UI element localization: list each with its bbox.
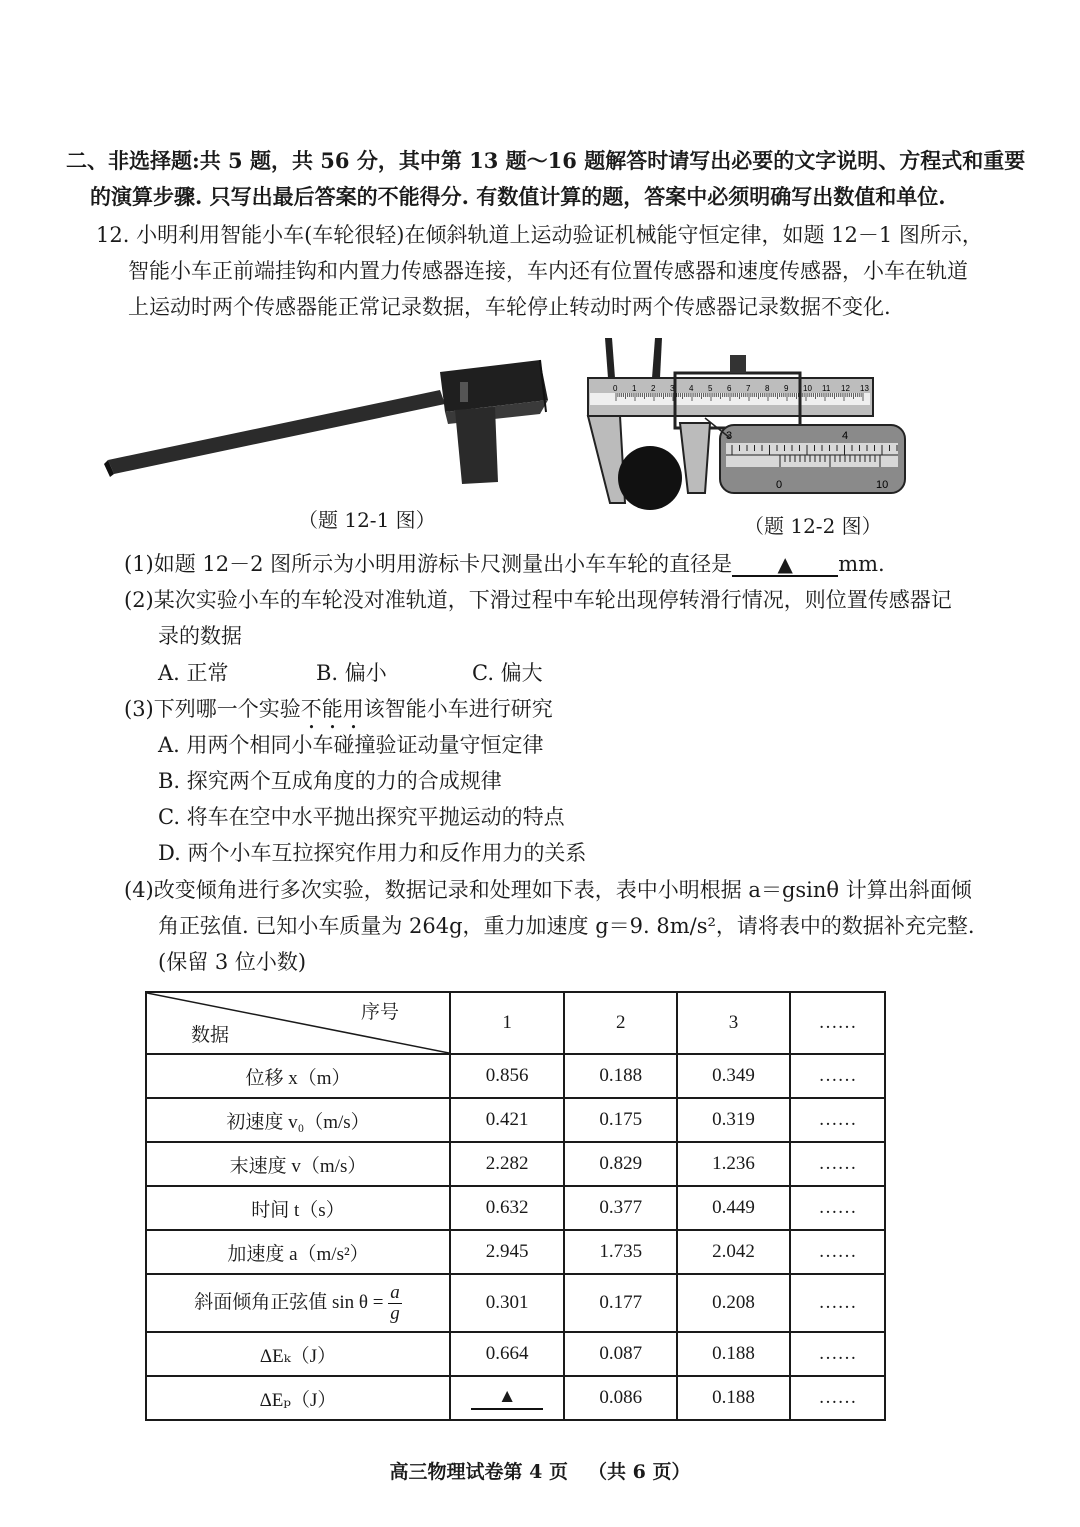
table-corner-cell	[146, 992, 450, 1054]
row-label-sine	[146, 1274, 450, 1332]
zoom-label-4: 4	[842, 430, 849, 442]
part1-text: (1)如题 12－2 图所示为小明用游标卡尺测量出小车车轮的直径是	[124, 552, 733, 576]
table-cell: 2.282	[450, 1142, 564, 1186]
ep-answer-blank: ▲	[471, 1386, 543, 1410]
row-label-acceleration: 加速度 a（m/s²）	[146, 1230, 450, 1274]
section-header-line1: 二、非选择题:共 5 题，共 56 分，其中第 13 题～16 题解答时请写出必要的文字说明、方程式和重要	[66, 148, 1026, 173]
table-cell: 0.829	[564, 1142, 677, 1186]
table-row	[146, 1332, 885, 1376]
table-cell-answer-blank	[450, 1376, 564, 1420]
row-label-final-velocity: 末速度 v（m/s）	[146, 1142, 450, 1186]
part3-option-c: C. 将车在空中水平抛出探究平抛运动的特点	[158, 805, 565, 829]
main-scale-label: 3	[670, 384, 675, 393]
column-header-1: 1	[450, 992, 564, 1054]
table-cell: 0.301	[450, 1274, 564, 1332]
table-row	[146, 1142, 885, 1186]
table-cell: ……	[790, 1054, 885, 1098]
part2-option-c: C. 偏大	[472, 661, 543, 685]
main-scale-label: 11	[822, 384, 831, 393]
table-row	[146, 1054, 885, 1098]
table-cell: 0.632	[450, 1186, 564, 1230]
table-cell: 0.188	[677, 1332, 790, 1376]
column-header-3: 3	[677, 992, 790, 1054]
part4-line2: 角正弦值. 已知小车质量为 264g，重力加速度 g＝9. 8m/s²，请将表中的数据补充完整.	[158, 914, 975, 938]
table-row	[146, 1274, 885, 1332]
sine-label-text: 斜面倾角正弦值 sin θ =	[194, 1291, 384, 1313]
table-cell: 0.664	[450, 1332, 564, 1376]
section-header-line2: 的演算步骤. 只写出最后答案的不能得分. 有数值计算的题，答案中必须明确写出数值和单位.	[90, 184, 946, 209]
table-cell: 0.086	[564, 1376, 677, 1420]
part3-stem-emphasis: 不能用	[300, 697, 364, 721]
footer-page: 高三物理试卷第 4 页	[389, 1461, 568, 1483]
table-cell: 1.735	[564, 1230, 677, 1274]
table-cell: 0.377	[564, 1186, 677, 1230]
table-cell: 0.087	[564, 1332, 677, 1376]
table-cell: 0.319	[677, 1098, 790, 1142]
part4-line3: (保留 3 位小数)	[158, 950, 307, 974]
main-scale-label: 12	[841, 384, 850, 393]
main-scale-label: 5	[708, 384, 713, 393]
table-row	[146, 1230, 885, 1274]
row-label-displacement: 位移 x（m）	[146, 1054, 450, 1098]
part1-answer-blank: ▲	[732, 553, 838, 577]
data-table	[145, 991, 886, 1421]
table-cell: ……	[790, 1376, 885, 1420]
part3-option-b: B. 探究两个互成角度的力的合成规律	[158, 769, 502, 793]
q12-intro-line3: 上运动时两个传感器能正常记录数据，车轮停止转动时两个传感器记录数据不变化.	[128, 295, 891, 319]
row-label-initial-velocity: 初速度 v₀（m/s）	[146, 1098, 450, 1142]
main-scale-label: 7	[746, 384, 751, 393]
table-row	[146, 1376, 885, 1420]
part3-option-d: D. 两个小车互拉探究作用力和反作用力的关系	[158, 841, 587, 865]
main-scale-label: 6	[727, 384, 732, 393]
q12-intro-line1: 12. 小明利用智能小车(车轮很轻)在倾斜轨道上运动验证机械能守恒定律，如题 12－1 图所示，	[96, 223, 983, 247]
fraction-a-over-g: $\frac{a}{g}$	[390, 1281, 400, 1324]
vernier-caliper-figure	[580, 333, 910, 513]
table-row	[146, 1186, 885, 1230]
part2-line2: 录的数据	[158, 624, 242, 648]
part3-stem	[124, 694, 553, 734]
table-header-row	[146, 992, 885, 1054]
zoom-label-3: 3	[726, 430, 733, 442]
part2-option-b: B. 偏小	[316, 661, 387, 685]
main-scale-label: 8	[765, 384, 770, 393]
part4-line1: (4)改变倾角进行多次实验，数据记录和处理如下表，表中小明根据 a＝gsinθ 计算出斜面倾	[124, 878, 972, 902]
figure-12-1-caption: （题 12-1 图）	[298, 508, 436, 532]
column-header-2: 2	[564, 992, 677, 1054]
q12-intro-line2: 智能小车正前端挂钩和内置力传感器连接，车内还有位置传感器和速度传感器，小车在轨道	[128, 259, 968, 283]
zoom-label-0: 0	[776, 479, 783, 491]
column-header-more: ……	[790, 992, 885, 1054]
main-scale-label: 10	[803, 384, 812, 393]
row-label-delta-ep: ΔEₚ（J）	[146, 1376, 450, 1420]
main-scale-label: 2	[651, 384, 656, 393]
table-cell: ……	[790, 1142, 885, 1186]
table-cell: 1.236	[677, 1142, 790, 1186]
table-cell: 0.421	[450, 1098, 564, 1142]
table-cell: 0.175	[564, 1098, 677, 1142]
table-cell: 0.208	[677, 1274, 790, 1332]
page-footer	[0, 1457, 1080, 1484]
corner-label-data: 数据	[191, 1025, 230, 1046]
row-label-delta-ek: ΔEₖ（J）	[146, 1332, 450, 1376]
table-cell: 0.188	[564, 1054, 677, 1098]
part2-line1: (2)某次实验小车的车轮没对准轨道，下滑过程中车轮出现停转滑行情况，则位置传感器记	[124, 588, 952, 612]
table-row	[146, 1098, 885, 1142]
inclined-track-figure	[100, 352, 560, 487]
main-scale-label: 1	[632, 384, 637, 393]
main-scale-label: 4	[689, 384, 694, 393]
table-cell: ……	[790, 1332, 885, 1376]
table-cell: ……	[790, 1186, 885, 1230]
table-cell: ……	[790, 1274, 885, 1332]
part1-unit: mm.	[838, 552, 885, 576]
table-cell: 2.042	[677, 1230, 790, 1274]
main-scale-label: 9	[784, 384, 789, 393]
part3-stem-post: 该智能小车进行研究	[363, 697, 553, 721]
table-cell: 2.945	[450, 1230, 564, 1274]
main-scale-label: 0	[613, 384, 618, 393]
table-cell: ……	[790, 1098, 885, 1142]
table-cell: 0.349	[677, 1054, 790, 1098]
row-label-time: 时间 t（s）	[146, 1186, 450, 1230]
table-cell: 0.856	[450, 1054, 564, 1098]
part1-line	[124, 549, 885, 579]
table-cell: 0.188	[677, 1376, 790, 1420]
part2-option-a: A. 正常	[158, 661, 229, 685]
figure-12-2-caption: （题 12-2 图）	[744, 514, 882, 538]
zoom-label-10: 10	[876, 479, 889, 491]
main-scale-label: 13	[860, 384, 869, 393]
table-cell: 0.449	[677, 1186, 790, 1230]
part3-option-a: A. 用两个相同小车碰撞验证动量守恒定律	[158, 733, 544, 757]
table-cell: 0.177	[564, 1274, 677, 1332]
table-cell: ……	[790, 1230, 885, 1274]
part3-stem-pre: (3)下列哪一个实验	[124, 697, 301, 721]
corner-label-index: 序号	[360, 1002, 399, 1023]
footer-total: （共 6 页）	[588, 1461, 691, 1483]
